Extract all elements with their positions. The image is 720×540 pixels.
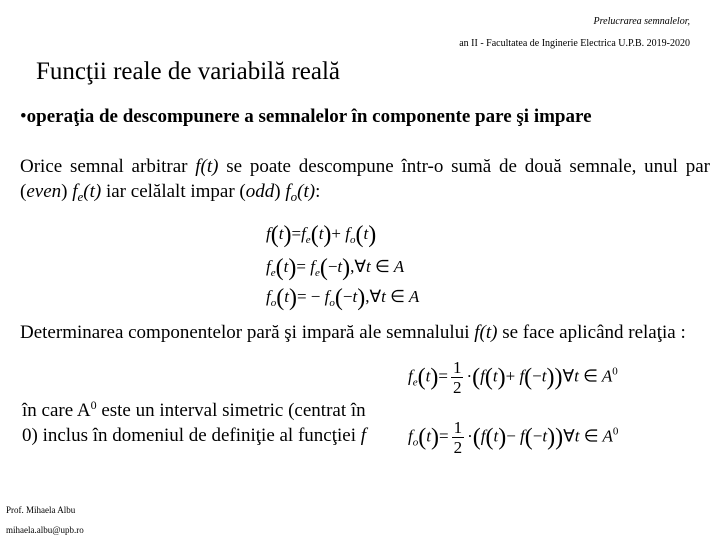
bullet-paragraph	[20, 104, 700, 129]
equation-odd: $f_o(t)=$ − $f_o(-t),\forall t$ ∈ A	[266, 285, 420, 311]
equation-odd-formula: $f_o(t)=$ $\frac{1}{2}$ ·(f(t)− f(−t))∀t ∈ $A^0$	[408, 418, 619, 457]
equation-sum: $f(t)=f_e(t)+ f_o(t)$	[266, 222, 377, 248]
slide-title: Funcţii reale de variabilă reală	[36, 58, 341, 85]
header-faculty: an II - Facultatea de Inginerie Electrica U.P.B. 2019-2020	[459, 38, 690, 49]
header-course: Prelucrarea semnalelor,	[593, 16, 690, 27]
decomposition-paragraph: Orice semnal arbitrar f(t) se poate descompune într-o sumă de două semnale, unul par (even) $f_e(t)$ iar celălalt impar (odd) $f_o(t)$:	[20, 156, 710, 204]
equation-even: $f_e(t)=$ $f_e(-t),\forall t$ ∈ A	[266, 255, 405, 281]
interval-paragraph: în care $A^0$ este un interval simetric (centrat în 0) inclus în domeniul de definiţie al funcţiei f	[22, 398, 367, 446]
footer-email: mihaela.albu@upb.ro	[6, 525, 84, 535]
footer-author: Prof. Mihaela Albu	[6, 505, 76, 515]
equation-even-formula: $f_e(t)=$ $\frac{1}{2}$ ·(f(t)+ f(−t))∀t ∈ $A^0$	[408, 358, 618, 397]
determination-paragraph: Determinarea componentelor pară şi impară ale semnalului f(t) se face aplicând relaţia :	[20, 322, 686, 343]
bullet-icon: •	[20, 106, 27, 127]
bullet-text: operaţia de descompunere a semnalelor în componente pare şi impare	[26, 106, 592, 127]
